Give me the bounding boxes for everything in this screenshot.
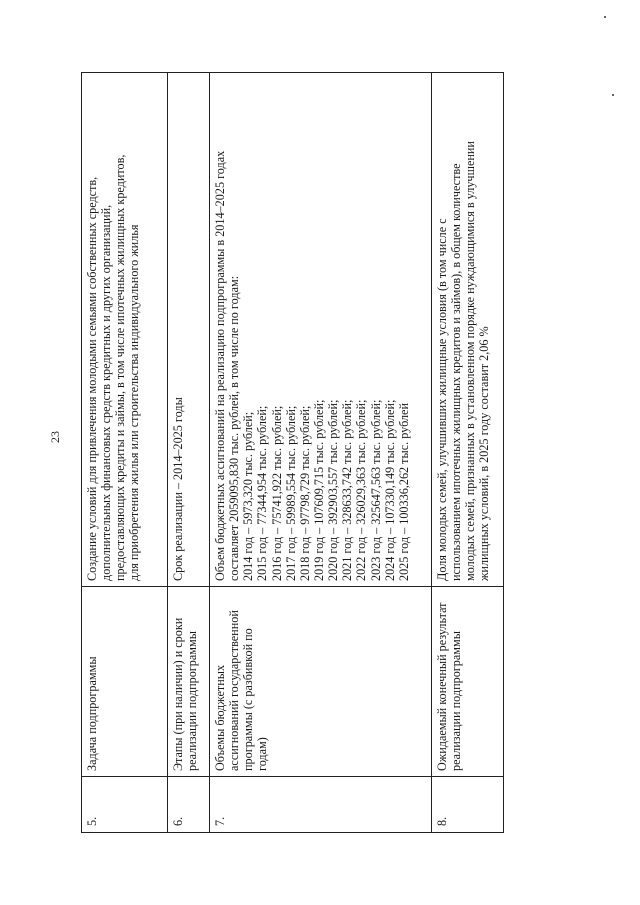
value-line: предоставляющих кредиты и займы, в том числе ипотечных жилищных кредитов,	[113, 154, 128, 581]
value-line: молодых семей, признанных в установленном порядке нуждающимися в улучшении	[463, 141, 478, 581]
table-row	[168, 73, 210, 833]
value-line: 2014 год – 5973,320 тыс. рублей;	[241, 411, 256, 581]
value-line: Объем бюджетных ассигнований на реализацию подпрограммы в 2014–2025 годах	[213, 150, 227, 581]
row-number: 5.	[82, 777, 168, 833]
row-number: 8.	[432, 777, 504, 833]
value-line: жилищных условий, в 2025 году составит 2,06 %	[477, 326, 492, 581]
value-line: для приобретения жилья или строительства индивидуального жилья	[127, 224, 142, 581]
value-line: 2023 год – 325647,563 тыс. рублей;	[368, 399, 383, 581]
row-label: Ожидаемый конечный результат реализации подпрограммы	[432, 587, 504, 777]
value-line: 2025 год – 100336,262 тыс. рублей	[396, 403, 411, 581]
scan-speck	[612, 94, 614, 96]
row-value	[210, 73, 432, 587]
row-value	[432, 73, 504, 587]
row-label: Задача подпрограммы	[82, 587, 168, 777]
row-number: 7.	[210, 777, 432, 833]
scan-speck	[604, 16, 606, 18]
row-label: Этапы (при наличии) и сроки реализации подпрограммы	[168, 587, 210, 777]
value-line: 2021 год – 328633,742 тыс. рублей;	[340, 399, 355, 581]
value-line: Создание условий для привлечения молодыми семьями собственных средств,	[85, 176, 99, 581]
table-row	[432, 73, 504, 833]
row-value	[168, 73, 210, 587]
subprogram-passport-table	[81, 72, 504, 833]
value-line: составляет 2059095,830 тыс. рублей, в том числе по годам:	[227, 275, 242, 581]
rotated-table-wrapper	[81, 73, 503, 833]
row-label: Объемы бюджетных ассигнований государственной программы (с разбивкой по годам)	[210, 587, 432, 777]
value-line: 2017 год – 59989,554 тыс. рублей;	[283, 405, 298, 581]
row-number: 6.	[168, 777, 210, 833]
table-row	[82, 73, 168, 833]
value-line: 2024 год – 107330,149 тыс. рублей;	[382, 399, 397, 581]
value-line: Доля молодых семей, улучшивших жилищные условия (в том числе с	[435, 218, 449, 581]
value-line: 2019 год – 107609,715 тыс. рублей;	[311, 399, 326, 581]
value-line: 2020 год – 392903,557 тыс. рублей;	[326, 399, 341, 581]
page-number: 23	[48, 431, 62, 443]
value-line: 2016 год – 75741,922 тыс. рублей;	[269, 405, 284, 581]
value-line: 2018 год – 97798,729 тыс. рублей;	[297, 405, 312, 581]
value-line: Срок реализации – 2014–2025 годы	[171, 397, 185, 581]
value-line: 2015 год – 77344,954 тыс. рублей;	[255, 405, 270, 581]
row-value	[82, 73, 168, 587]
table-row	[210, 73, 432, 833]
value-line: 2022 год – 326029,363 тыс. рублей;	[354, 399, 369, 581]
value-line: использованием ипотечных жилищных кредитов и займов), в общем количестве	[449, 163, 464, 581]
value-line: дополнительных финансовых средств кредитных и других организаций,	[99, 204, 114, 581]
